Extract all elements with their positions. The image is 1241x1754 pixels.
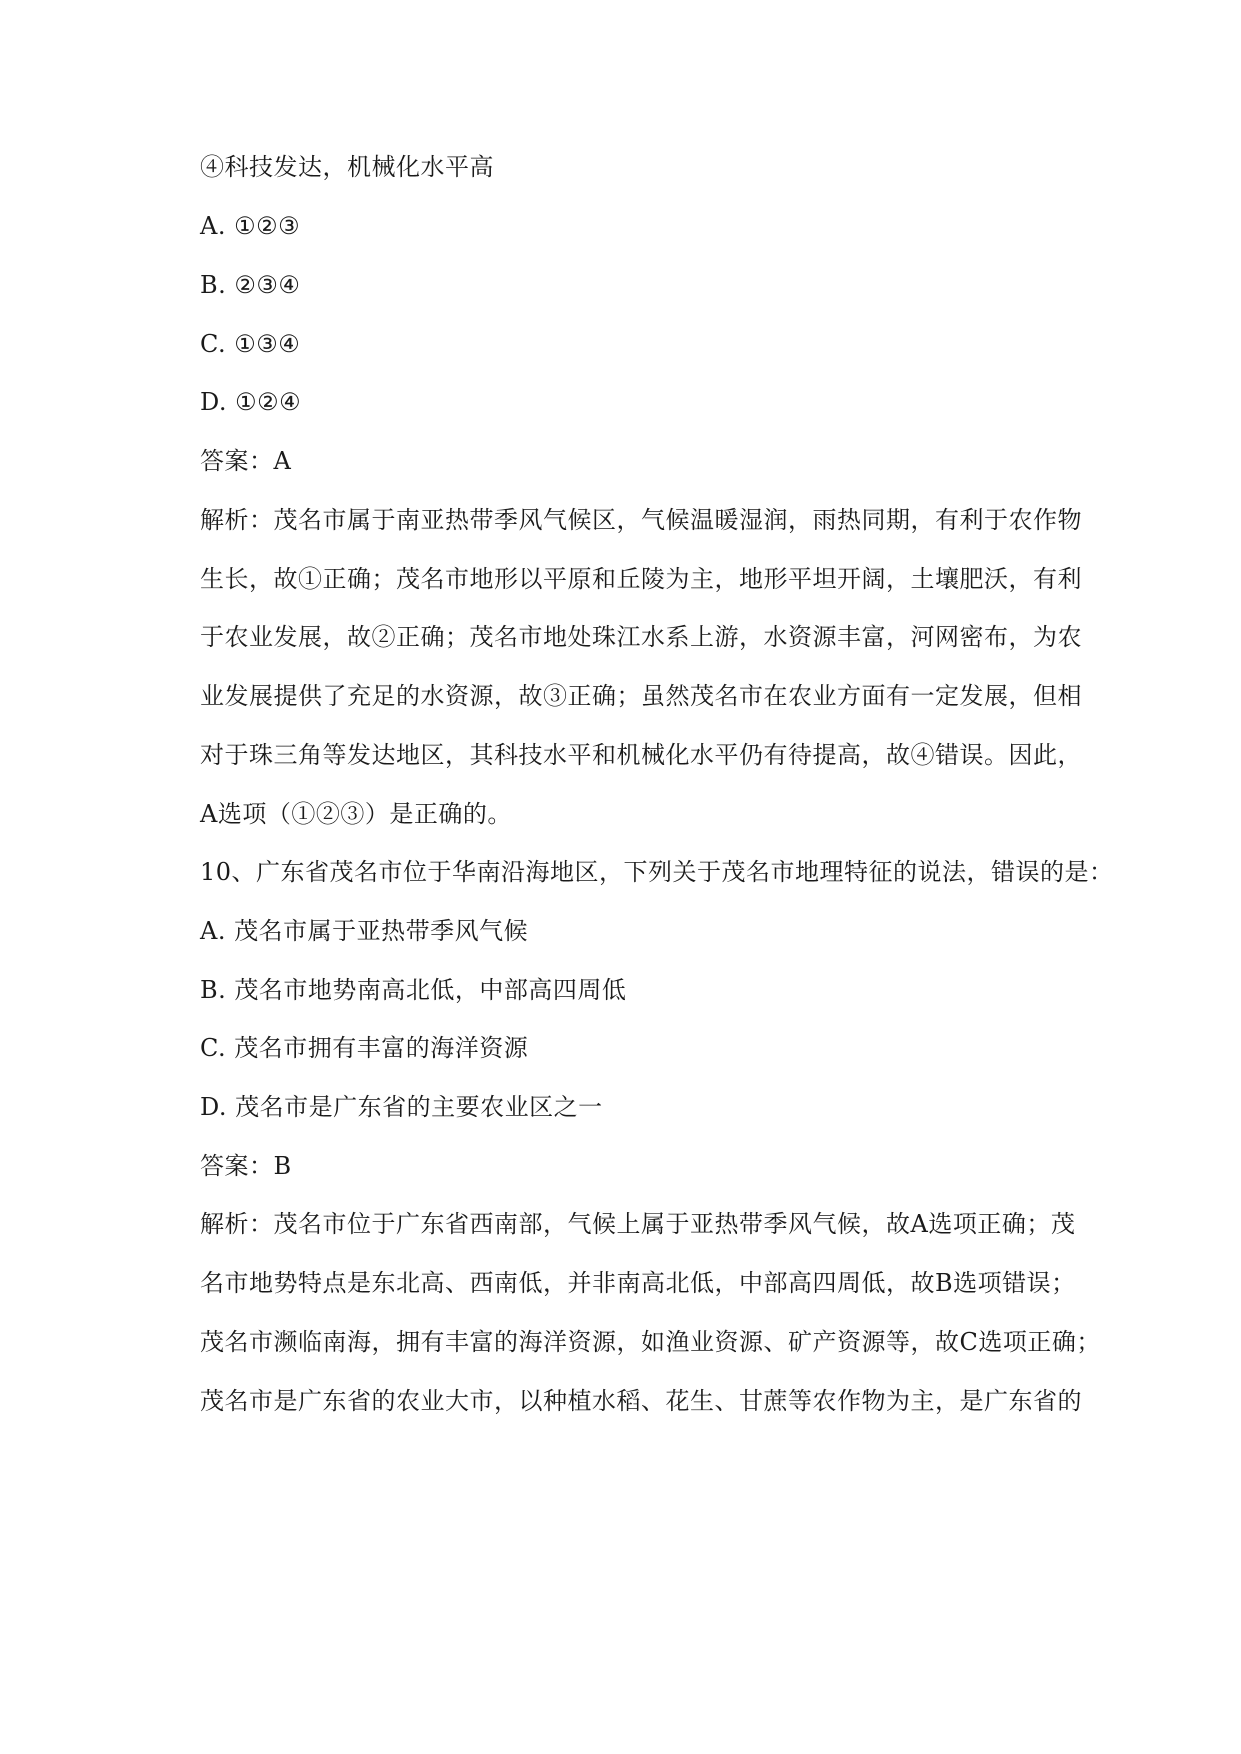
prev-analysis-line: 生长，故①正确；茂名市地形以平原和丘陵为主，地形平坦开阔，土壤肥沃，有利 [200,565,1082,593]
prev-analysis-line: 业发展提供了充足的水资源，故③正确；虽然茂名市在农业方面有一定发展，但相 [200,682,1082,710]
q10-analysis-line: 茂名市濒临南海，拥有丰富的海洋资源，如渔业资源、矿产资源等，故C选项正确； [200,1328,1101,1356]
q10-option-c: C. 茂名市拥有丰富的海洋资源 [200,1034,529,1062]
prev-answer: 答案：A [200,447,292,475]
q10-option-d: D. 茂名市是广东省的主要农业区之一 [200,1093,603,1121]
q10-analysis-line: 茂名市是广东省的农业大市，以种植水稻、花生、甘蔗等农作物为主，是广东省的 [200,1387,1082,1415]
statement-4: ④科技发达，机械化水平高 [200,153,494,181]
question-10-stem: 10、广东省茂名市位于华南沿海地区，下列关于茂名市地理特征的说法，错误的是： [200,858,1114,886]
prev-option-b: B. ②③④ [200,271,301,299]
prev-analysis-line: 对于珠三角等发达地区，其科技水平和机械化水平仍有待提高，故④错误。因此， [200,741,1082,769]
q10-analysis-line: 解析：茂名市位于广东省西南部，气候上属于亚热带季风气候，故A选项正确；茂 [200,1210,1076,1238]
prev-analysis-line: 解析：茂名市属于南亚热带季风气候区，气候温暖湿润，雨热同期，有利于农作物 [200,506,1082,534]
q10-answer: 答案：B [200,1152,292,1180]
prev-option-a: A. ①②③ [200,212,301,240]
q10-analysis-line: 名市地势特点是东北高、西南低，并非南高北低，中部高四周低，故B选项错误； [200,1269,1076,1297]
prev-option-d: D. ①②④ [200,388,302,416]
q10-option-b: B. 茂名市地势南高北低，中部高四周低 [200,976,627,1004]
prev-option-c: C. ①③④ [200,330,301,358]
prev-analysis-line: A选项（①②③）是正确的。 [200,800,512,828]
prev-analysis-line: 于农业发展，故②正确；茂名市地处珠江水系上游，水资源丰富，河网密布，为农 [200,623,1082,651]
q10-option-a: A. 茂名市属于亚热带季风气候 [200,917,529,945]
